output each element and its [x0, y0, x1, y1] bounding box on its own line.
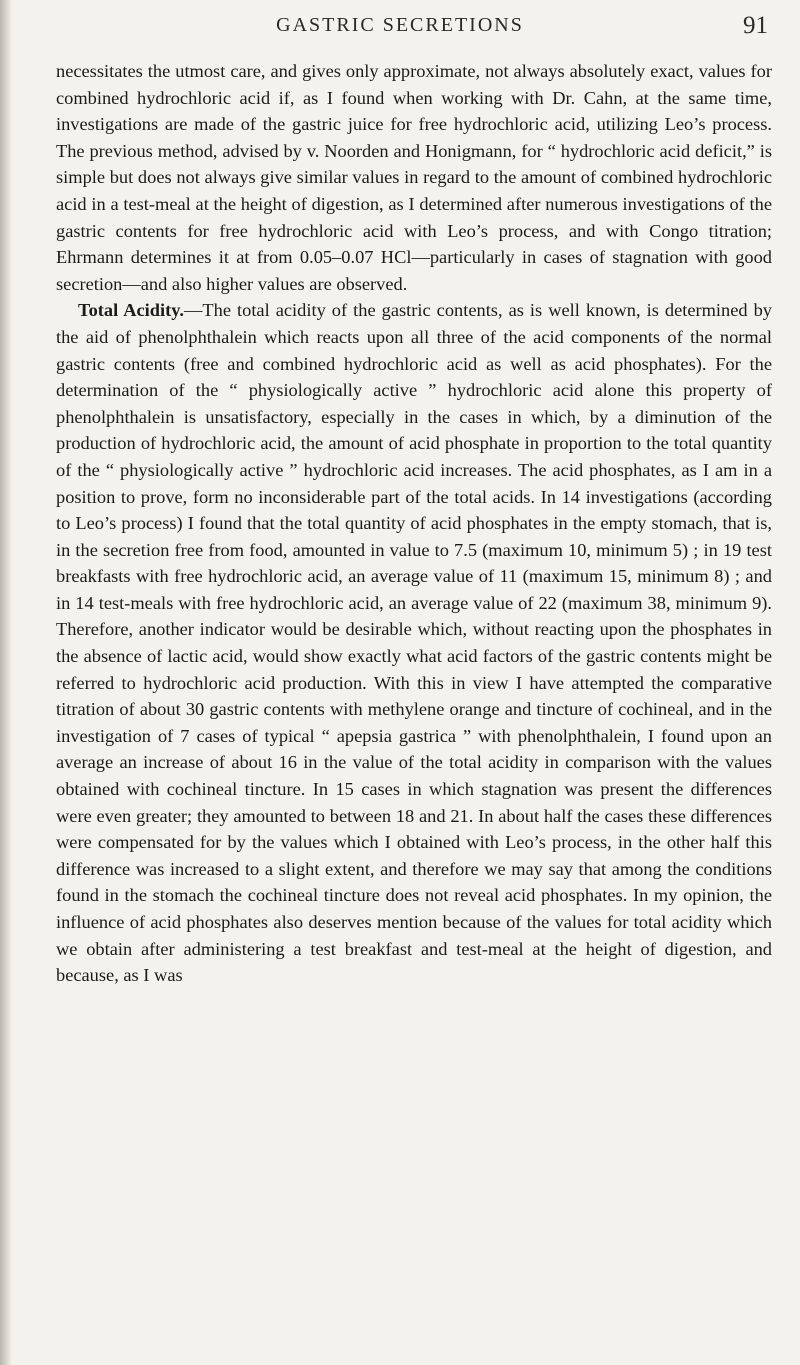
- paragraph-1: [56, 58, 772, 297]
- page-number: 91: [743, 12, 768, 39]
- running-head: [0, 14, 800, 44]
- body-text: [56, 58, 772, 989]
- running-title: GASTRIC SECRETIONS: [276, 14, 524, 36]
- paragraph-2-text: —The total acidity of the gastric contents, as is well known, is determined by the aid of phenolphthalein which reacts upon all three of the acid components of the normal gastric contents (free and combined hydrochloric acid as well as acid phosphates). For the determination of the “ physiologically active ” hydrochloric acid alone this property of phenolphthalein is unsatisfactory, especially in the cases in which, by a diminution of the production of hydrochloric acid, the amount of acid phosphate in proportion to the total quantity of the “ physiologically active ” hydrochloric acid increases. The acid phosphates, as I am in a position to prove, form no inconsiderable part of the total acids. In 14 investigations (according to Leo’s process) I found that the total quantity of acid phosphates in the empty stomach, that is, in the secretion free from food, amounted in value to 7.5 (maximum 10, minimum 5) ; in 19 test breakfasts with free hydrochloric acid, an average value of 11 (maximum 15, minimum 8) ; and in 14 test-meals with free hydrochloric acid, an average value of 22 (maximum 38, minimum 9). Therefore, another indicator would be desirable which, without reacting upon the phosphates in the absence of lactic acid, would show exactly what acid factors of the gastric contents might be referred to hydrochloric acid production. With this in view I have attempted the comparative titration of about 30 gastric contents with methylene orange and tincture of cochineal, and in the investigation of 7 cases of typical “ apepsia gastrica ” with phenolphthalein, I found upon an average an increase of about 16 in the value of the total acidity in comparison with the values obtained with cochineal tincture. In 15 cases in which stagnation was present the differences were even greater; they amounted to between 18 and 21. In about half the cases these differences were compensated for by the values which I obtained with Leo’s process, in the other half this difference was increased to a slight extent, and therefore we may say that among the conditions found in the stomach the cochineal tincture does not reveal acid phosphates. In my opinion, the influence of acid phosphates also deserves mention because of the values for total acidity which we obtain after administering a test breakfast and test-meal at the height of digestion, and because, as I was: [56, 300, 773, 986]
- paragraph-1-text: necessitates the utmost care, and gives only approximate, not always absolutely exact, values for combined hydrochloric acid if, as I found when working with Dr. Cahn, at the same time, investigations are made of the gastric juice for free hydrochloric acid, utilizing Leo’s process. The previous method, advised by v. Noorden and Honigmann, for “ hydrochloric acid deficit,” is simple but does not always give similar values in regard to the amount of combined hydrochloric acid in a test-meal at the height of digestion, as I determined after numerous investigations of the gastric contents for free hydrochloric acid with Leo’s process, and with Congo titration; Ehrmann determines it at from 0.05–0.07 HCl—particularly in cases of stagnation with good secretion—and also higher values are observed.: [56, 61, 772, 294]
- paragraph-total-acidity: [56, 297, 772, 988]
- page-gutter-shadow: [0, 0, 12, 1365]
- section-heading-total-acidity: Total Acidity.: [78, 300, 185, 321]
